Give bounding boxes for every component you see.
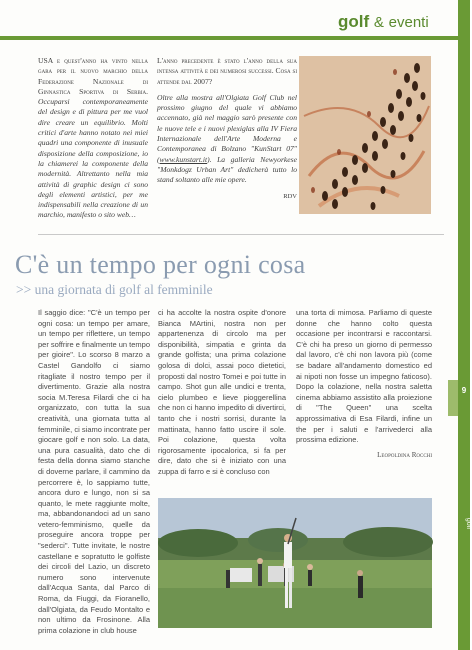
- header-rule: [0, 36, 458, 40]
- golf-photo-image: [158, 498, 432, 628]
- golf-course-photo: [158, 498, 432, 628]
- article-column-3: [296, 308, 432, 460]
- page-header: [0, 0, 458, 38]
- page-number-tab: [448, 380, 458, 416]
- top-article-column-2: [157, 56, 297, 202]
- kunstart-link[interactable]: www.kunstart.it: [159, 154, 208, 164]
- interview-answer-text: Occuparsi contemporaneamente del design e di pittura per me vuol dire creare un equilibrio. Molti critici d'arte hanno notato nei miei quadri una componente di inusuale disposizione della composizione, io la chiamerei la componente della modernità. Altrettanto nella mia attività di graphic design ci sono degli elementi artistici, per me indispensabili nella creazione di un marchio, manifesto o sito web…: [38, 97, 148, 220]
- lead-word: USA: [38, 56, 53, 65]
- article-byline: Leopoldina Rocchi: [377, 450, 432, 459]
- top-article-column-1: [38, 56, 148, 227]
- section-divider: [38, 234, 444, 235]
- interview-answer: [157, 93, 297, 186]
- article-signature: RDV: [283, 192, 297, 200]
- article-text: una torta di mimosa. Parliamo di queste donne che hanno colto questa occasione per incontrarsi e raccontarsi. C'è chi ha preso un giorno di permesso dal lavoro, c'è chi non lavora più (come se badare all'andamento domestico ed ai nipoti non fosse un impegno faticoso). Dopo la colazione, nella nostra saletta cinema abbiamo assistito alla proiezione di "The Queen" una scelta approssimativa di Esa Filardi, infine un the per i saluti e l'arrivederci alla prossima edizione.: [296, 308, 432, 445]
- answer-text-end: ). La galleria Newyorkese "Monkdogz Urban Art" dedicherà tutto lo stand soltanto alle mie opere.: [157, 154, 297, 185]
- top-paragraph: [38, 56, 148, 221]
- artwork-painting: [299, 56, 431, 214]
- interview-question-text: e quest'anno ha vinto nella gara per il nuovo marchio della Federazione Nazionale di Ginnastica Sportiva di Serbia.: [38, 56, 148, 96]
- section-label-golf: golf: [338, 12, 370, 31]
- section-label-eventi: eventi: [388, 14, 429, 31]
- side-section-label: golf: [464, 517, 472, 530]
- article-headline: C'è un tempo per ogni cosa: [15, 250, 306, 279]
- article-text: Il saggio dice: "C'è un tempo per ogni cosa: un tempo per amare, un tempo per riflettere, un tempo per soffrire e finalmente un tempo per gioire". Lo scorso 8 marzo a Castel Gandolfo ci siamo ritagliate il nostro tempo per il divertimento. Grazie alla nostra socia M.Teresa Filardi che ci ha organizzato, con tutta la sua creatività, una giornata tutta al femminile, ci siamo incontrate per giocare golf e non solo. La data, una pura casualità, dato che di festa della donna siamo stanche di doverne parlare, il cammino da percorrere è, lo sappiamo tutte, ancora duro e lungo, non si sa quanto, le mete raggiunte molte, ma, abbandonandoci ad un sano vetero-femminismo, quelle da proseguire ancora troppe per "sederci". Tutte invitate, le nostre castellane e sopratutto le golfiste dei circoli del Lazio, un discreto numero sono intervenute dall'Acqua Santa, dal Parco di Roma, da Fiuggi, da Fioranello, dall'Olgiata, da Feudo Montalto e non ultimo da Frosinone. Alla prima colazione in club house: [38, 308, 151, 635]
- page-number: 9: [461, 386, 467, 395]
- answer-text-start: Oltre alla mostra all'Olgiata Golf Club nel prossimo giugno del quale vi abbiamo accennato, già nel maggio sarò presente con le nuove tele e i nuovi plexiglas alla IV Fiera Internazionale dell'Arte Moderna e Contemporanea di Bolzano "KunStart 07" (: [157, 92, 297, 164]
- section-header: [338, 12, 429, 38]
- painting-image: [299, 56, 431, 214]
- article-column-1: [38, 308, 150, 636]
- section-ampersand: &: [373, 14, 384, 31]
- article-column-2: [158, 308, 286, 478]
- interview-question: L'anno precedente è stato l'anno della sua intensa attività e dei numerosi successi. Cosa si attende dal 2007?: [157, 56, 297, 86]
- article-subheadline: >> una giornata di golf al femminile: [16, 282, 213, 297]
- article-text: ci ha accolte la nostra ospite d'onore Bianca MArtini, nostra non per appartenenza di circolo ma per disponibilità, simpatia e grinta da grande golfista; una prima colazione golosa di dolci, assai poco dietetici, proposti dal nostro Tomei e poi tutte in campo. Shot gun alle undici e trenta, cielo plumbeo e lieve pioggerellina che non ci hanno impedito di divertirci, tanto che i nostri sorrisi, durante la mattinata, hanno fatto uscire il sole. Poi colazione, questa volta rigorosamente ipocalorica, si fa per dire, dato che si è iniziato con una zuppa di farro e si è concluso con: [158, 308, 286, 476]
- side-strip: [458, 0, 470, 650]
